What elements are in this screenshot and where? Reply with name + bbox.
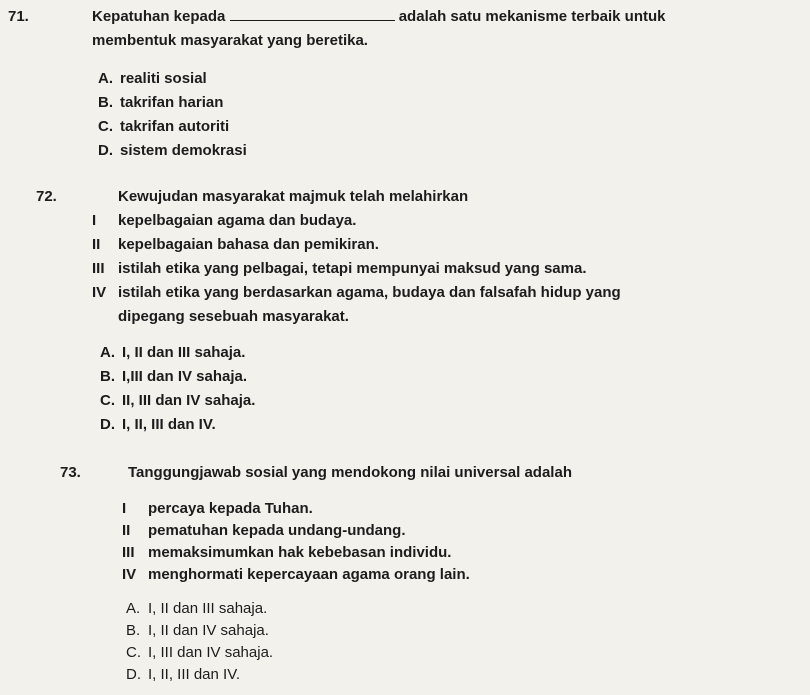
option-d[interactable] [98, 142, 247, 159]
question-stem-line2: membentuk masyarakat yang beretika. [92, 32, 368, 49]
statement-text: istilah etika yang berdasarkan agama, budaya dan falsafah hidup yang [118, 284, 621, 301]
question-stem: Kewujudan masyarakat majmuk telah melahirkan [118, 188, 469, 205]
option-text: I, II, III dan IV. [122, 416, 216, 433]
statement-roman: III [92, 260, 105, 277]
option-letter: D. [126, 666, 141, 683]
option-a[interactable] [100, 344, 245, 361]
option-a[interactable] [126, 600, 267, 617]
option-b[interactable] [98, 94, 223, 111]
question-number: 72. [36, 188, 57, 205]
statement-roman: I [92, 212, 97, 229]
statement-iii [92, 260, 587, 277]
option-letter: B. [98, 94, 113, 111]
option-a[interactable] [98, 70, 207, 87]
statement-i [92, 212, 356, 229]
statement-text: pematuhan kepada undang-undang. [148, 522, 406, 539]
option-text: II, III dan IV sahaja. [122, 392, 256, 409]
option-letter: B. [126, 622, 141, 639]
statement-roman: II [92, 236, 101, 253]
statement-text: menghormati kepercayaan agama orang lain. [148, 566, 470, 583]
answer-blank [230, 8, 395, 21]
statement-ii [122, 522, 406, 539]
statement-roman: IV [92, 284, 107, 301]
option-text: I, II dan III sahaja. [122, 344, 246, 361]
statement-i [122, 500, 313, 517]
statement-iv-continued: dipegang sesebuah masyarakat. [118, 308, 349, 325]
question-number: 71. [8, 8, 29, 25]
option-letter: D. [100, 416, 115, 433]
statement-ii [92, 236, 379, 253]
option-b[interactable] [126, 622, 269, 639]
option-text: I,III dan IV sahaja. [122, 368, 248, 385]
option-c[interactable] [98, 118, 229, 135]
question-number: 73. [60, 464, 81, 481]
option-letter: A. [98, 70, 113, 87]
statement-roman: IV [122, 566, 137, 583]
option-d[interactable] [100, 416, 216, 433]
option-c[interactable] [100, 392, 255, 409]
option-text: I, II dan IV sahaja. [148, 622, 269, 639]
option-text: I, II, III dan IV. [148, 666, 240, 683]
stem-before-blank: Kepatuhan kepada [92, 8, 226, 25]
statement-roman: III [122, 544, 135, 561]
option-letter: C. [100, 392, 115, 409]
option-text: takrifan harian [120, 94, 224, 111]
option-text: realiti sosial [120, 70, 207, 87]
statement-iii [122, 544, 451, 561]
statement-iv [92, 284, 621, 301]
option-d[interactable] [126, 666, 240, 683]
statement-text: memaksimumkan hak kebebasan individu. [148, 544, 452, 561]
statement-text: percaya kepada Tuhan. [148, 500, 313, 517]
option-text: takrifan autoriti [120, 118, 230, 135]
option-c[interactable] [126, 644, 273, 661]
option-text: sistem demokrasi [120, 142, 247, 159]
question-stem: Tanggungjawab sosial yang mendokong nilai universal adalah [128, 464, 572, 481]
option-text: I, III dan IV sahaja. [148, 644, 274, 661]
question-stem [92, 8, 665, 25]
stem-after-blank: adalah satu mekanisme terbaik untuk [398, 8, 666, 25]
option-letter: A. [100, 344, 115, 361]
option-letter: C. [126, 644, 141, 661]
option-letter: B. [100, 368, 115, 385]
statement-roman: I [122, 500, 127, 517]
option-letter: A. [126, 600, 141, 617]
statement-text: kepelbagaian bahasa dan pemikiran. [118, 236, 379, 253]
statement-iv [122, 566, 470, 583]
statement-text: istilah etika yang pelbagai, tetapi mempunyai maksud yang sama. [118, 260, 587, 277]
option-letter: C. [98, 118, 113, 135]
statement-roman: II [122, 522, 131, 539]
option-text: I, II dan III sahaja. [148, 600, 268, 617]
option-b[interactable] [100, 368, 247, 385]
option-letter: D. [98, 142, 113, 159]
statement-text: kepelbagaian agama dan budaya. [118, 212, 357, 229]
